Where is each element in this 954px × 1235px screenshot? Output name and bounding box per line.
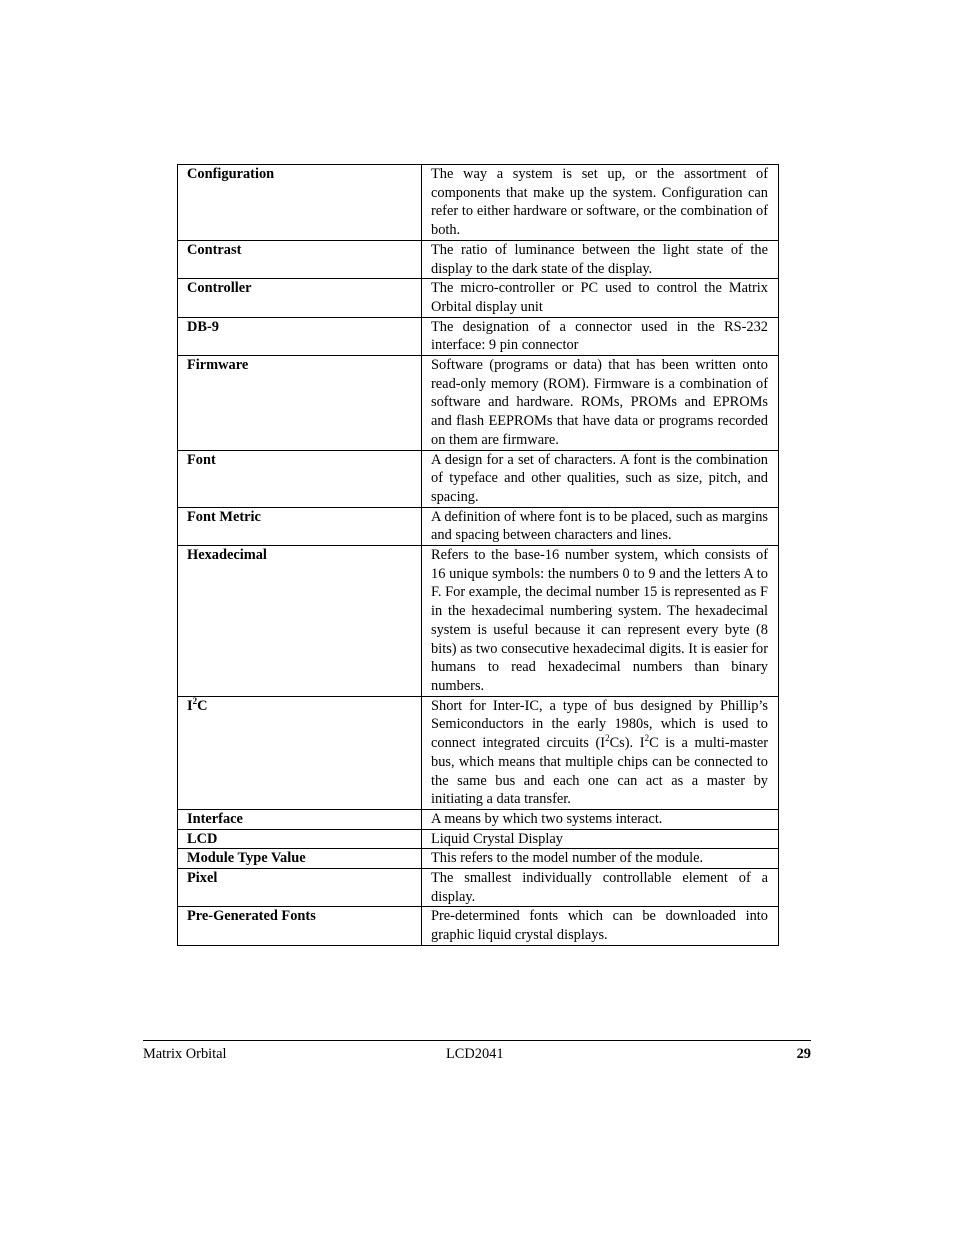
glossary-term: Font <box>178 450 422 507</box>
glossary-term: LCD <box>178 829 422 849</box>
footer-model: LCD2041 <box>446 1046 504 1062</box>
glossary-definition: A design for a set of characters. A font is the combination of typeface and other qualities, such as size, pitch, and spacing. <box>422 450 779 507</box>
glossary-term: Pixel <box>178 869 422 907</box>
table-row <box>178 696 779 809</box>
glossary-definition: The way a system is set up, or the assortment of components that make up the system. Configuration can refer to either hardware or software, or the combination of both. <box>422 165 779 241</box>
footer-company: Matrix Orbital <box>143 1046 227 1062</box>
glossary-definition: Refers to the base-16 number system, which consists of 16 unique symbols: the numbers 0 to 9 and the letters A to F. For example, the decimal number 15 is represented as F in the hexadecimal numbering system. The hexadecimal system is useful because it can represent every byte (8 bits) as two consecutive hexadecimal digits. It is easier for humans to read hexadecimal numbers than binary numbers. <box>422 546 779 697</box>
glossary-term <box>178 696 422 809</box>
glossary-definition: Software (programs or data) that has been written onto read-only memory (ROM). Firmware is a combination of software and hardware. ROMs, PROMs and EPROMs and flash EEPROMs that have data or programs recorded on them are firmware. <box>422 356 779 451</box>
glossary-term: Interface <box>178 809 422 829</box>
glossary-definition: This refers to the model number of the module. <box>422 849 779 869</box>
glossary-term: DB-9 <box>178 317 422 355</box>
glossary-term: Module Type Value <box>178 849 422 869</box>
glossary-table <box>177 164 779 946</box>
glossary-definition: The smallest individually controllable element of a display. <box>422 869 779 907</box>
glossary-term: Contrast <box>178 240 422 278</box>
term-part: I <box>187 697 193 714</box>
table-row <box>178 907 779 945</box>
table-row <box>178 507 779 545</box>
table-row <box>178 829 779 849</box>
footer-divider <box>143 1040 811 1041</box>
superscript: 2 <box>644 733 650 744</box>
term-part: C <box>197 697 208 714</box>
glossary-term: Firmware <box>178 356 422 451</box>
glossary-definition: The designation of a connector used in the RS-232 interface: 9 pin connector <box>422 317 779 355</box>
definition-part: Cs). I <box>609 735 645 752</box>
table-row <box>178 809 779 829</box>
glossary-definition: A definition of where font is to be placed, such as margins and spacing between characters and lines. <box>422 507 779 545</box>
glossary-definition <box>422 696 779 809</box>
definition-part: C is a multi-master bus, which means that multiple chips can be connected to the same bus and each one can act as a master by initiating a data transfer. <box>431 735 769 808</box>
glossary-term: Hexadecimal <box>178 546 422 697</box>
glossary-definition: A means by which two systems interact. <box>422 809 779 829</box>
definition-part: Short for Inter-IC, a type of bus designed by Phillip’s Semiconductors in the early 1980s, which is used to connect integrated circuits (I <box>431 697 768 752</box>
table-row <box>178 356 779 451</box>
table-row <box>178 240 779 278</box>
page-number: 29 <box>796 1046 811 1062</box>
table-row <box>178 165 779 241</box>
glossary-term: Configuration <box>178 165 422 241</box>
table-row <box>178 317 779 355</box>
table-row <box>178 849 779 869</box>
table-row <box>178 546 779 697</box>
superscript: 2 <box>192 695 198 706</box>
table-row <box>178 279 779 317</box>
glossary-term: Font Metric <box>178 507 422 545</box>
superscript: 2 <box>605 733 610 744</box>
glossary-term: Pre-Generated Fonts <box>178 907 422 945</box>
table-row <box>178 869 779 907</box>
table-row <box>178 450 779 507</box>
glossary-definition: Pre-determined fonts which can be downloaded into graphic liquid crystal displays. <box>422 907 779 945</box>
glossary-definition: Liquid Crystal Display <box>422 829 779 849</box>
glossary-term: Controller <box>178 279 422 317</box>
glossary-definition: The micro-controller or PC used to control the Matrix Orbital display unit <box>422 279 779 317</box>
glossary-definition: The ratio of luminance between the light state of the display to the dark state of the display. <box>422 240 779 278</box>
